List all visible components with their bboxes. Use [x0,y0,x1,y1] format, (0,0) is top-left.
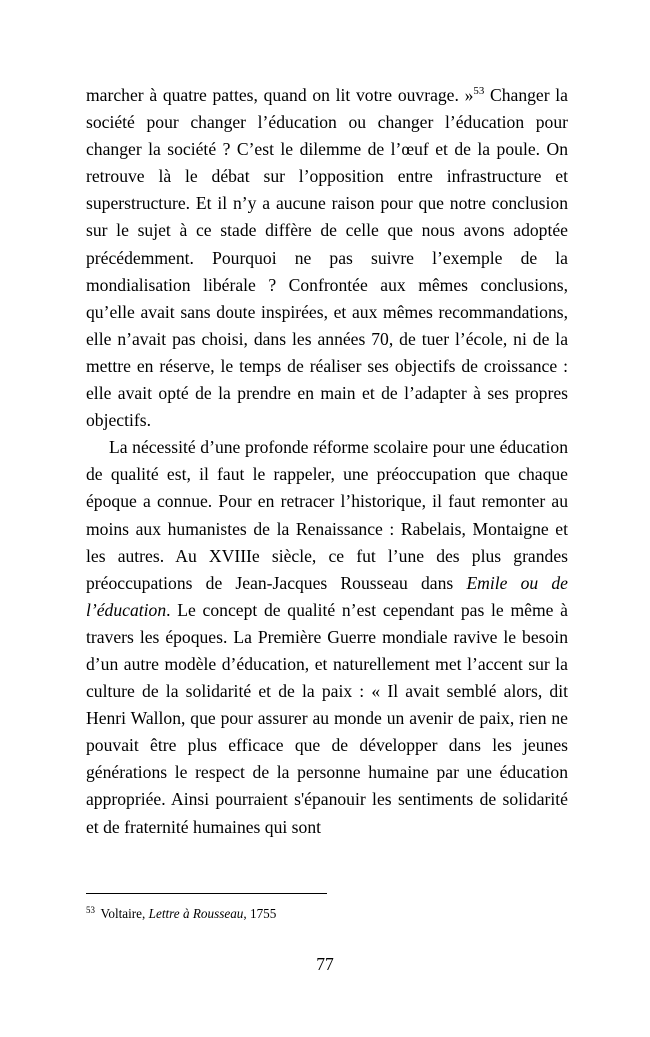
footnote-separator-rule [86,893,327,894]
text-run: marcher à quatre pattes, quand on lit votre ouvrage. » [86,85,474,105]
italic-title: Emile ou de l’éducation [86,572,568,620]
page-number: 77 [316,954,334,974]
italic-title: Lettre à Rousseau [148,906,244,921]
text-run: Voltaire, [97,906,149,921]
footnote-entry [86,905,568,922]
body-paragraph [86,82,568,434]
body-paragraph [86,434,568,840]
footnote-section [86,893,568,922]
footnote-reference-marker: 53 [473,85,485,98]
text-run: , 1755 [243,906,277,921]
text-run: . Le concept de qualité n’est cependant pas le même à travers les époques. La Première Guerre mondiale ravive le besoin d’un autre modèle d’éducation, et naturellement met l’accent sur la culture de la solidarité et de la paix : « Il avait semblé alors, dit Henri Wallon, que pour assurer au monde un avenir de paix, rien ne pouvait être plus efficace que de développer dans les jeunes générations le respect de la personne humaine par une éducation appropriée. Ainsi pourraient s'épanouir les sentiments de solidarité et de fraternité humaines qui sont [86,599,568,837]
footnote-number: 53 [86,904,95,915]
body-text-block [86,82,568,841]
text-run: La nécessité d’une profonde réforme scolaire pour une éducation de qualité est, il faut le rappeler, une préoccupation que chaque époque a connue. Pour en retracer l’historique, il faut remonter au moins aux humanistes de la Renaissance : Rabelais, Montaigne et les autres. Au XVIIIe siècle, ce fut l’une des plus grandes préoccupations de Jean-Jacques Rousseau dans [86,437,568,593]
text-run: Changer la société pour changer l’éducation ou changer l’éducation pour changer la société ? C’est le dilemme de l’œuf et de la poule. On retrouve là le débat sur l’opposition entre infrastructure et superstructure. Et il n’y a aucune raison pour que notre conclusion sur le sujet à ce stade diffère de celle que nous avons adoptée précédemment. Pourquoi ne pas suivre l’exemple de la mondialisation libérale ? Confrontée aux mêmes conclusions, qu’elle avait sans doute inspirées, et aux mêmes recommandations, elle n’avait pas choisi, dans les années 70, de tuer l’école, ni de la mettre en réserve, le temps de réaliser ses objectifs de croissance : elle avait opté de la prendre en main et de l’adapter à ses propres objectifs. [86,85,568,431]
